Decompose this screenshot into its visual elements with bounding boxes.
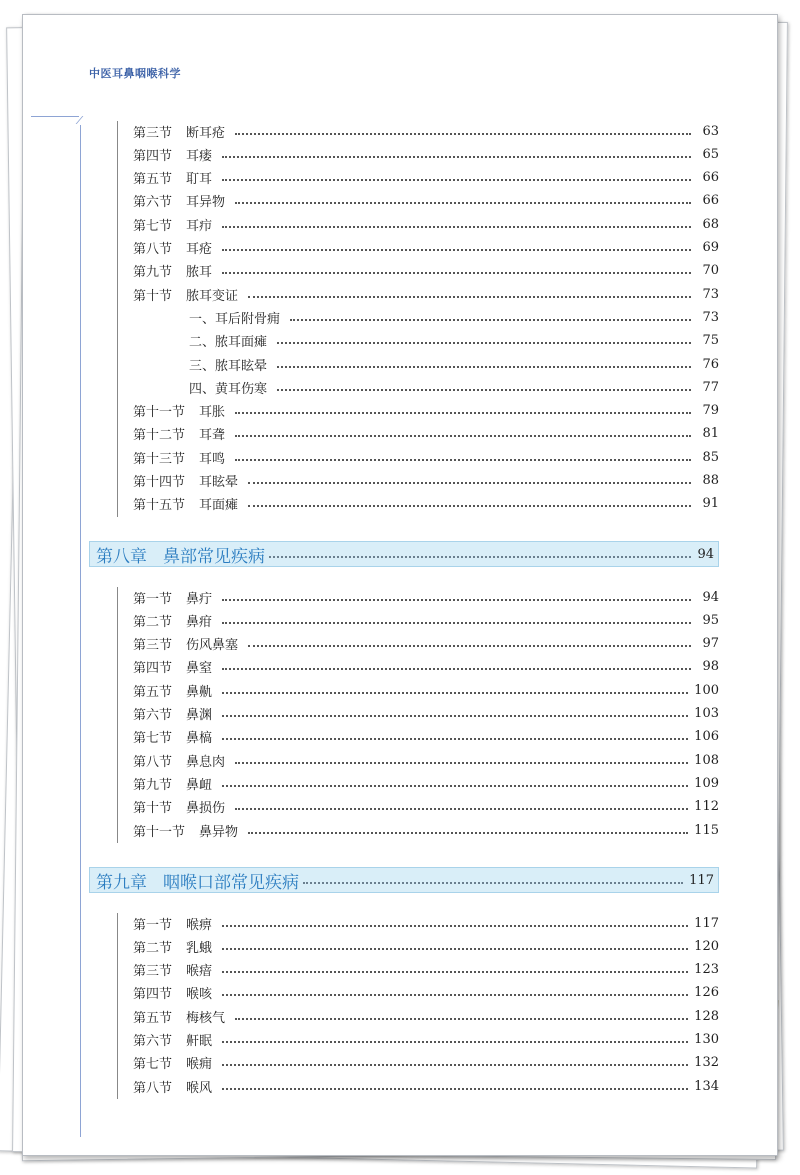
running-head: 中医耳鼻咽喉科学 [89, 67, 181, 80]
toc-entry[interactable] [133, 261, 719, 281]
section-number: 第八节 [133, 1080, 173, 1096]
dot-leader [222, 993, 688, 996]
dot-leader [222, 691, 688, 694]
page-number: 73 [702, 286, 719, 302]
section-title: 鼻槁 [186, 731, 213, 747]
section-number: 第十五节 [133, 498, 186, 514]
page-number: 77 [702, 379, 719, 395]
toc-entry[interactable] [133, 1076, 719, 1096]
section-number: 第十四节 [133, 475, 186, 490]
page-number: 95 [702, 612, 719, 628]
toc-entry[interactable] [133, 447, 719, 467]
section-title: 鼻鼽 [186, 684, 213, 700]
section-number: 第七节 [133, 218, 173, 234]
toc-entry[interactable] [133, 238, 719, 258]
section-number: 第九节 [133, 777, 173, 793]
dot-leader [235, 458, 691, 461]
dot-leader [248, 831, 688, 834]
dot-leader [222, 714, 688, 717]
section-title: 鼻损伤 [186, 801, 226, 817]
chapter-number: 第八章 [96, 546, 147, 567]
toc-page [22, 14, 778, 1156]
section-number: 第八节 [133, 242, 173, 257]
page-number: 85 [702, 449, 719, 465]
toc-entry[interactable] [133, 773, 719, 793]
dot-leader [222, 1063, 688, 1066]
page-number: 106 [694, 729, 719, 745]
page-number: 88 [702, 473, 719, 488]
dot-leader [277, 365, 691, 368]
dot-leader [222, 924, 688, 927]
section-title: 断耳疮 [186, 125, 226, 141]
section-number: 第八节 [133, 754, 173, 770]
toc-entry[interactable] [133, 727, 719, 747]
section-title: 耳异物 [186, 195, 226, 211]
dot-leader [222, 248, 691, 251]
section-title: 耳疮 [186, 242, 213, 257]
section-title: 喉风 [186, 1080, 213, 1096]
section-title: 耳鸣 [199, 451, 226, 467]
dot-leader [222, 1040, 688, 1043]
dot-leader [235, 1017, 688, 1020]
dot-leader [235, 807, 688, 810]
toc-entry[interactable] [133, 494, 719, 514]
dot-leader [235, 411, 691, 414]
page-number: 128 [694, 1008, 719, 1024]
section-title: 耳眩晕 [199, 475, 239, 490]
dot-leader [248, 481, 691, 484]
page-number: 115 [694, 822, 719, 838]
section-title: 乳蛾 [186, 940, 213, 956]
page-number: 73 [702, 309, 719, 325]
section-title: 耵耳 [186, 172, 213, 188]
page-number: 94 [702, 589, 719, 605]
page-number: 70 [702, 263, 719, 279]
section-title: 鼻疔 [186, 591, 213, 607]
dot-leader [222, 271, 691, 274]
section-title: 三、脓耳眩晕 [189, 358, 268, 374]
dot-leader [248, 644, 691, 647]
page-number: 75 [702, 333, 719, 349]
section-title: 耳疖 [186, 218, 213, 234]
toc-entry[interactable] [133, 704, 719, 724]
page-number: 98 [702, 659, 719, 675]
dot-leader [235, 201, 691, 204]
section-title: 鼻窒 [186, 661, 213, 677]
section-number: 第四节 [133, 148, 173, 164]
dot-leader [222, 947, 688, 950]
section-title: 鼻疳 [186, 614, 213, 630]
chapter-page-number: 94 [697, 546, 714, 562]
page-number: 126 [694, 985, 719, 1001]
toc-entry[interactable] [133, 144, 719, 164]
section-title: 喉痹 [186, 917, 213, 933]
page-number: 79 [702, 403, 719, 419]
dot-leader [222, 225, 691, 228]
page-number: 123 [694, 962, 719, 978]
section-title: 耳胀 [199, 405, 226, 421]
section-number: 第四节 [133, 661, 173, 677]
page-number: 97 [702, 636, 719, 652]
section-number: 第一节 [133, 591, 173, 607]
toc-entry[interactable] [133, 214, 719, 234]
page-number: 103 [694, 706, 719, 721]
section-number: 第五节 [133, 172, 173, 188]
section-title: 鼻息肉 [186, 754, 226, 770]
section-number: 第十三节 [133, 451, 186, 467]
toc-entry[interactable] [133, 983, 719, 1003]
section-number: 第七节 [133, 731, 173, 747]
page-number: 69 [702, 240, 719, 255]
chapter-page-number: 117 [689, 872, 714, 888]
section-number: 第十节 [133, 288, 173, 304]
dot-leader [222, 737, 688, 740]
toc-entry[interactable] [133, 1030, 719, 1050]
toc-entry[interactable] [133, 191, 719, 211]
dot-leader [222, 1087, 688, 1090]
section-number: 第二节 [133, 614, 173, 630]
toc-entry[interactable] [133, 820, 719, 840]
toc-entry[interactable] [133, 960, 719, 980]
section-number: 第九节 [133, 265, 173, 281]
section-title: 耳瘘 [186, 148, 213, 164]
toc-entry[interactable] [133, 284, 719, 304]
section-number: 第十一节 [133, 824, 186, 840]
section-title: 一、耳后附骨痈 [189, 311, 281, 327]
toc-subentry[interactable] [189, 307, 719, 327]
toc-entry[interactable] [133, 168, 719, 188]
dot-leader [222, 667, 691, 670]
dot-leader [222, 970, 688, 973]
page-number: 100 [694, 682, 719, 698]
dot-leader [277, 388, 691, 391]
page-number: 117 [694, 915, 719, 931]
dot-leader [222, 155, 691, 158]
toc-entry[interactable] [133, 750, 719, 770]
page-number: 120 [694, 938, 719, 954]
section-title: 脓耳 [186, 265, 213, 281]
section-title: 二、脓耳面瘫 [189, 335, 268, 351]
toc-entry[interactable] [133, 657, 719, 677]
page-number: 112 [694, 799, 719, 815]
section-title: 脓耳变证 [186, 288, 239, 304]
toc-entry[interactable] [133, 121, 719, 141]
section-title: 喉咳 [186, 987, 213, 1003]
page-number: 76 [702, 356, 719, 372]
toc-entry[interactable] [133, 936, 719, 956]
page-number: 66 [702, 170, 719, 186]
section-number: 第五节 [133, 684, 173, 700]
toc-entries [23, 15, 777, 1155]
section-number: 第三节 [133, 638, 173, 654]
section-title: 梅核气 [186, 1010, 226, 1026]
dot-leader [222, 598, 691, 601]
toc-subentry[interactable] [189, 377, 719, 397]
section-title: 耳聋 [199, 428, 226, 444]
page-number: 132 [694, 1055, 719, 1071]
section-number: 第十一节 [133, 405, 186, 421]
page-number: 130 [694, 1032, 719, 1047]
section-title: 鼻异物 [199, 824, 239, 840]
dot-leader [222, 178, 691, 181]
section-title: 鼻衄 [186, 777, 213, 793]
section-number: 第六节 [133, 195, 173, 211]
page-number: 65 [702, 146, 719, 162]
section-number: 第十二节 [133, 428, 186, 444]
section-number: 第五节 [133, 1010, 173, 1026]
dot-leader [235, 761, 688, 764]
section-number: 第六节 [133, 1034, 173, 1049]
toc-entry[interactable] [133, 610, 719, 630]
dot-leader [222, 784, 688, 787]
toc-subentry[interactable] [189, 331, 719, 351]
section-number: 第四节 [133, 987, 173, 1003]
page-number: 68 [702, 216, 719, 232]
section-number: 第十节 [133, 801, 173, 817]
section-title: 四、黄耳伤寒 [189, 381, 268, 397]
chapter-number: 第九章 [96, 872, 147, 893]
section-title: 喉痈 [186, 1057, 213, 1073]
section-number: 第六节 [133, 708, 173, 723]
section-title: 鼾眠 [186, 1034, 213, 1049]
dot-leader [235, 132, 691, 135]
section-title: 鼻渊 [186, 708, 213, 723]
section-number: 第三节 [133, 125, 173, 141]
toc-entry[interactable] [133, 680, 719, 700]
dot-leader [290, 318, 691, 321]
section-title: 耳面瘫 [199, 498, 239, 514]
page-number: 134 [694, 1078, 719, 1094]
toc-entry[interactable] [133, 1006, 719, 1026]
page-number: 81 [702, 426, 719, 442]
page-number: 66 [702, 193, 719, 209]
section-number: 第二节 [133, 940, 173, 956]
toc-entry[interactable] [133, 634, 719, 654]
page-number: 63 [702, 123, 719, 139]
chapter-title: 咽喉口部常见疾病 [163, 872, 299, 893]
toc-entry[interactable] [133, 401, 719, 421]
toc-subentry[interactable] [189, 354, 719, 374]
section-number: 第三节 [133, 964, 173, 980]
section-number: 第七节 [133, 1057, 173, 1073]
toc-entry[interactable] [133, 424, 719, 444]
toc-entry[interactable] [133, 1053, 719, 1073]
toc-entry[interactable] [133, 913, 719, 933]
toc-entry[interactable] [133, 587, 719, 607]
dot-leader [248, 504, 691, 507]
page-number: 109 [694, 775, 719, 791]
dot-leader [277, 341, 691, 344]
section-title: 喉瘖 [186, 964, 213, 980]
page-number: 91 [702, 496, 719, 512]
toc-entry[interactable] [133, 471, 719, 491]
section-title: 伤风鼻塞 [186, 638, 239, 654]
toc-entry[interactable] [133, 797, 719, 817]
dot-leader [222, 621, 691, 624]
chapter-title: 鼻部常见疾病 [163, 546, 265, 567]
page-number: 108 [694, 752, 719, 768]
dot-leader [235, 434, 691, 437]
section-number: 第一节 [133, 917, 173, 933]
dot-leader [248, 295, 691, 298]
